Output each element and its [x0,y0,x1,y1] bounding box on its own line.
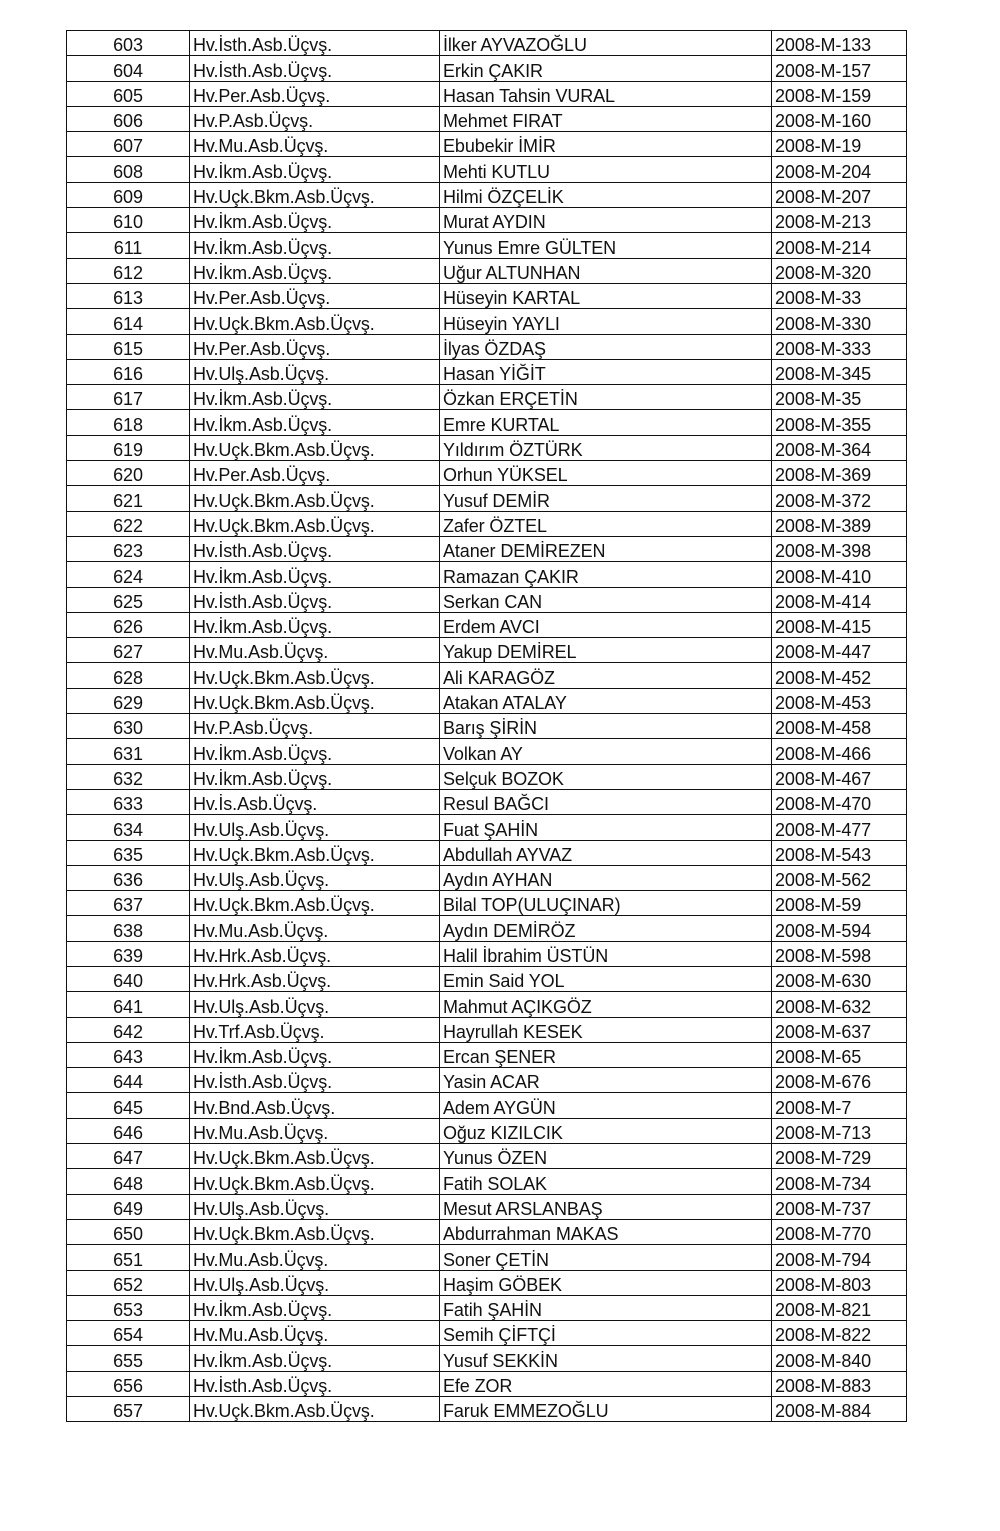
table-row [67,1270,907,1295]
registry-cell: 2008-M-630 [772,966,907,991]
name-cell: Mesut ARSLANBAŞ [440,1194,772,1219]
row-number-cell: 611 [67,233,190,258]
row-number-cell: 649 [67,1194,190,1219]
row-number-cell: 645 [67,1093,190,1118]
table-row [67,739,907,764]
row-number-cell: 605 [67,81,190,106]
row-number-cell: 641 [67,992,190,1017]
row-number-cell: 622 [67,511,190,536]
row-number-cell: 608 [67,157,190,182]
row-number-cell: 625 [67,587,190,612]
registry-cell: 2008-M-883 [772,1371,907,1396]
table-row [67,941,907,966]
name-cell: Ataner DEMİREZEN [440,536,772,561]
row-number-cell: 642 [67,1017,190,1042]
unit-cell: Hv.P.Asb.Üçvş. [190,106,440,131]
table-row [67,688,907,713]
table-row [67,1321,907,1346]
table-row [67,1144,907,1169]
unit-cell: Hv.Uçk.Bkm.Asb.Üçvş. [190,1397,440,1422]
name-cell: Hilmi ÖZÇELİK [440,182,772,207]
registry-cell: 2008-M-207 [772,182,907,207]
table-row [67,81,907,106]
unit-cell: Hv.Per.Asb.Üçvş. [190,461,440,486]
table-row [67,309,907,334]
name-cell: Yasin ACAR [440,1068,772,1093]
table-row [67,587,907,612]
unit-cell: Hv.Hrk.Asb.Üçvş. [190,966,440,991]
row-number-cell: 609 [67,182,190,207]
name-cell: Ebubekir İMİR [440,132,772,157]
name-cell: Haşim GÖBEK [440,1270,772,1295]
unit-cell: Hv.Hrk.Asb.Üçvş. [190,941,440,966]
unit-cell: Hv.Uçk.Bkm.Asb.Üçvş. [190,1169,440,1194]
registry-cell: 2008-M-213 [772,208,907,233]
unit-cell: Hv.Uçk.Bkm.Asb.Üçvş. [190,309,440,334]
row-number-cell: 656 [67,1371,190,1396]
unit-cell: Hv.Ulş.Asb.Üçvş. [190,815,440,840]
table-row [67,1042,907,1067]
registry-cell: 2008-M-372 [772,486,907,511]
unit-cell: Hv.İs.Asb.Üçvş. [190,789,440,814]
unit-cell: Hv.Ulş.Asb.Üçvş. [190,865,440,890]
registry-cell: 2008-M-59 [772,891,907,916]
row-number-cell: 633 [67,789,190,814]
registry-cell: 2008-M-452 [772,663,907,688]
table-row [67,764,907,789]
table-row [67,916,907,941]
row-number-cell: 620 [67,461,190,486]
name-cell: Bilal TOP(ULUÇINAR) [440,891,772,916]
registry-cell: 2008-M-794 [772,1245,907,1270]
name-cell: Yunus Emre GÜLTEN [440,233,772,258]
row-number-cell: 614 [67,309,190,334]
unit-cell: Hv.Per.Asb.Üçvş. [190,334,440,359]
registry-cell: 2008-M-467 [772,764,907,789]
row-number-cell: 623 [67,536,190,561]
name-cell: Erkin ÇAKIR [440,56,772,81]
unit-cell: Hv.Uçk.Bkm.Asb.Üçvş. [190,1219,440,1244]
name-cell: Erdem AVCI [440,612,772,637]
unit-cell: Hv.Uçk.Bkm.Asb.Üçvş. [190,663,440,688]
registry-cell: 2008-M-35 [772,385,907,410]
registry-cell: 2008-M-65 [772,1042,907,1067]
name-cell: Aydın DEMİRÖZ [440,916,772,941]
name-cell: Emin Said YOL [440,966,772,991]
name-cell: Özkan ERÇETİN [440,385,772,410]
table-row [67,208,907,233]
registry-cell: 2008-M-333 [772,334,907,359]
name-cell: Volkan AY [440,739,772,764]
row-number-cell: 647 [67,1144,190,1169]
name-cell: Ercan ŞENER [440,1042,772,1067]
table-row [67,1245,907,1270]
registry-cell: 2008-M-466 [772,739,907,764]
name-cell: Emre KURTAL [440,410,772,435]
registry-cell: 2008-M-737 [772,1194,907,1219]
row-number-cell: 655 [67,1346,190,1371]
registry-cell: 2008-M-345 [772,359,907,384]
unit-cell: Hv.P.Asb.Üçvş. [190,714,440,739]
registry-cell: 2008-M-594 [772,916,907,941]
name-cell: Fatih SOLAK [440,1169,772,1194]
table-row [67,359,907,384]
unit-cell: Hv.Ulş.Asb.Üçvş. [190,359,440,384]
unit-cell: Hv.İsth.Asb.Üçvş. [190,31,440,56]
unit-cell: Hv.İkm.Asb.Üçvş. [190,1042,440,1067]
table-row [67,1169,907,1194]
unit-cell: Hv.Mu.Asb.Üçvş. [190,1245,440,1270]
registry-cell: 2008-M-157 [772,56,907,81]
row-number-cell: 626 [67,612,190,637]
row-number-cell: 650 [67,1219,190,1244]
registry-cell: 2008-M-355 [772,410,907,435]
unit-cell: Hv.İkm.Asb.Üçvş. [190,562,440,587]
row-number-cell: 612 [67,258,190,283]
table-row [67,132,907,157]
table-row [67,258,907,283]
row-number-cell: 621 [67,486,190,511]
unit-cell: Hv.Uçk.Bkm.Asb.Üçvş. [190,891,440,916]
row-number-cell: 628 [67,663,190,688]
table-body [67,31,907,1422]
unit-cell: Hv.İsth.Asb.Üçvş. [190,56,440,81]
table-row [67,157,907,182]
name-cell: Atakan ATALAY [440,688,772,713]
unit-cell: Hv.Uçk.Bkm.Asb.Üçvş. [190,486,440,511]
name-cell: Aydın AYHAN [440,865,772,890]
registry-cell: 2008-M-320 [772,258,907,283]
row-number-cell: 604 [67,56,190,81]
table-row [67,385,907,410]
table-row [67,1219,907,1244]
unit-cell: Hv.İkm.Asb.Üçvş. [190,208,440,233]
registry-cell: 2008-M-821 [772,1295,907,1320]
name-cell: Yunus ÖZEN [440,1144,772,1169]
unit-cell: Hv.İkm.Asb.Üçvş. [190,258,440,283]
name-cell: Fatih ŞAHİN [440,1295,772,1320]
row-number-cell: 610 [67,208,190,233]
table-row [67,182,907,207]
table-row [67,435,907,460]
row-number-cell: 651 [67,1245,190,1270]
unit-cell: Hv.İkm.Asb.Üçvş. [190,385,440,410]
name-cell: Hüseyin YAYLI [440,309,772,334]
name-cell: Zafer ÖZTEL [440,511,772,536]
table-row [67,966,907,991]
table-row [67,1068,907,1093]
name-cell: Serkan CAN [440,587,772,612]
unit-cell: Hv.Per.Asb.Üçvş. [190,283,440,308]
table-row [67,1194,907,1219]
row-number-cell: 639 [67,941,190,966]
registry-cell: 2008-M-7 [772,1093,907,1118]
name-cell: Barış ŞİRİN [440,714,772,739]
row-number-cell: 636 [67,865,190,890]
table-row [67,891,907,916]
table-row [67,815,907,840]
row-number-cell: 624 [67,562,190,587]
unit-cell: Hv.İkm.Asb.Üçvş. [190,157,440,182]
row-number-cell: 638 [67,916,190,941]
registry-cell: 2008-M-415 [772,612,907,637]
row-number-cell: 627 [67,638,190,663]
unit-cell: Hv.Ulş.Asb.Üçvş. [190,1270,440,1295]
name-cell: Semih ÇİFTÇİ [440,1321,772,1346]
table-row [67,1093,907,1118]
registry-cell: 2008-M-770 [772,1219,907,1244]
registry-cell: 2008-M-598 [772,941,907,966]
registry-cell: 2008-M-453 [772,688,907,713]
unit-cell: Hv.Mu.Asb.Üçvş. [190,1118,440,1143]
unit-cell: Hv.Mu.Asb.Üçvş. [190,916,440,941]
name-cell: Oğuz KIZILCIK [440,1118,772,1143]
table-row [67,536,907,561]
unit-cell: Hv.İsth.Asb.Üçvş. [190,1068,440,1093]
row-number-cell: 648 [67,1169,190,1194]
table-row [67,663,907,688]
row-number-cell: 615 [67,334,190,359]
name-cell: Yakup DEMİREL [440,638,772,663]
table-row [67,714,907,739]
table-row [67,789,907,814]
unit-cell: Hv.Per.Asb.Üçvş. [190,81,440,106]
unit-cell: Hv.Uçk.Bkm.Asb.Üçvş. [190,182,440,207]
table-row [67,486,907,511]
registry-cell: 2008-M-713 [772,1118,907,1143]
table-row [67,1397,907,1422]
unit-cell: Hv.Bnd.Asb.Üçvş. [190,1093,440,1118]
row-number-cell: 618 [67,410,190,435]
table-row [67,1017,907,1042]
registry-cell: 2008-M-822 [772,1321,907,1346]
table-row [67,106,907,131]
registry-cell: 2008-M-803 [772,1270,907,1295]
name-cell: Ramazan ÇAKIR [440,562,772,587]
unit-cell: Hv.İkm.Asb.Üçvş. [190,1346,440,1371]
table-row [67,461,907,486]
name-cell: Yusuf DEMİR [440,486,772,511]
table-row [67,638,907,663]
unit-cell: Hv.Ulş.Asb.Üçvş. [190,992,440,1017]
name-cell: Fuat ŞAHİN [440,815,772,840]
row-number-cell: 634 [67,815,190,840]
row-number-cell: 653 [67,1295,190,1320]
name-cell: Orhun YÜKSEL [440,461,772,486]
unit-cell: Hv.Ulş.Asb.Üçvş. [190,1194,440,1219]
unit-cell: Hv.Uçk.Bkm.Asb.Üçvş. [190,688,440,713]
name-cell: Adem AYGÜN [440,1093,772,1118]
name-cell: Soner ÇETİN [440,1245,772,1270]
row-number-cell: 617 [67,385,190,410]
registry-cell: 2008-M-33 [772,283,907,308]
table-row [67,840,907,865]
unit-cell: Hv.Mu.Asb.Üçvş. [190,1321,440,1346]
unit-cell: Hv.Uçk.Bkm.Asb.Üçvş. [190,840,440,865]
name-cell: Faruk EMMEZOĞLU [440,1397,772,1422]
unit-cell: Hv.İkm.Asb.Üçvş. [190,612,440,637]
registry-cell: 2008-M-884 [772,1397,907,1422]
unit-cell: Hv.Uçk.Bkm.Asb.Üçvş. [190,435,440,460]
row-number-cell: 606 [67,106,190,131]
name-cell: Selçuk BOZOK [440,764,772,789]
registry-cell: 2008-M-632 [772,992,907,1017]
unit-cell: Hv.İkm.Asb.Üçvş. [190,764,440,789]
registry-cell: 2008-M-637 [772,1017,907,1042]
name-cell: Abdullah AYVAZ [440,840,772,865]
row-number-cell: 619 [67,435,190,460]
name-cell: Murat AYDIN [440,208,772,233]
table-row [67,1295,907,1320]
unit-cell: Hv.İsth.Asb.Üçvş. [190,536,440,561]
row-number-cell: 613 [67,283,190,308]
registry-cell: 2008-M-398 [772,536,907,561]
name-cell: Mehti KUTLU [440,157,772,182]
row-number-cell: 652 [67,1270,190,1295]
name-cell: Ali KARAGÖZ [440,663,772,688]
registry-cell: 2008-M-410 [772,562,907,587]
unit-cell: Hv.Trf.Asb.Üçvş. [190,1017,440,1042]
unit-cell: Hv.Mu.Asb.Üçvş. [190,132,440,157]
registry-cell: 2008-M-729 [772,1144,907,1169]
name-cell: Mahmut AÇIKGÖZ [440,992,772,1017]
registry-cell: 2008-M-330 [772,309,907,334]
table-row [67,612,907,637]
registry-cell: 2008-M-214 [772,233,907,258]
registry-cell: 2008-M-133 [772,31,907,56]
row-number-cell: 603 [67,31,190,56]
name-cell: İlyas ÖZDAŞ [440,334,772,359]
row-number-cell: 637 [67,891,190,916]
name-cell: Mehmet FIRAT [440,106,772,131]
unit-cell: Hv.Uçk.Bkm.Asb.Üçvş. [190,1144,440,1169]
table-row [67,1346,907,1371]
table-row [67,1371,907,1396]
registry-cell: 2008-M-470 [772,789,907,814]
table-row [67,992,907,1017]
name-cell: Uğur ALTUNHAN [440,258,772,283]
table-row [67,233,907,258]
name-cell: Halil İbrahim ÜSTÜN [440,941,772,966]
row-number-cell: 607 [67,132,190,157]
name-cell: Yusuf SEKKİN [440,1346,772,1371]
table-row [67,562,907,587]
row-number-cell: 646 [67,1118,190,1143]
row-number-cell: 635 [67,840,190,865]
name-cell: Efe ZOR [440,1371,772,1396]
registry-cell: 2008-M-840 [772,1346,907,1371]
table-row [67,31,907,56]
table-row [67,511,907,536]
name-cell: Hasan YİĞİT [440,359,772,384]
registry-cell: 2008-M-159 [772,81,907,106]
row-number-cell: 657 [67,1397,190,1422]
table-row [67,865,907,890]
registry-cell: 2008-M-389 [772,511,907,536]
table-row [67,334,907,359]
unit-cell: Hv.İkm.Asb.Üçvş. [190,739,440,764]
row-number-cell: 616 [67,359,190,384]
row-number-cell: 630 [67,714,190,739]
row-number-cell: 640 [67,966,190,991]
registry-cell: 2008-M-364 [772,435,907,460]
row-number-cell: 643 [67,1042,190,1067]
unit-cell: Hv.İsth.Asb.Üçvş. [190,587,440,612]
unit-cell: Hv.İkm.Asb.Üçvş. [190,1295,440,1320]
row-number-cell: 654 [67,1321,190,1346]
name-cell: Yıldırım ÖZTÜRK [440,435,772,460]
registry-cell: 2008-M-562 [772,865,907,890]
name-cell: Abdurrahman MAKAS [440,1219,772,1244]
row-number-cell: 632 [67,764,190,789]
row-number-cell: 644 [67,1068,190,1093]
registry-cell: 2008-M-19 [772,132,907,157]
personnel-table [66,30,907,1422]
registry-cell: 2008-M-477 [772,815,907,840]
unit-cell: Hv.İkm.Asb.Üçvş. [190,410,440,435]
table-row [67,283,907,308]
registry-cell: 2008-M-458 [772,714,907,739]
row-number-cell: 631 [67,739,190,764]
name-cell: İlker AYVAZOĞLU [440,31,772,56]
registry-cell: 2008-M-160 [772,106,907,131]
registry-cell: 2008-M-543 [772,840,907,865]
unit-cell: Hv.Mu.Asb.Üçvş. [190,638,440,663]
registry-cell: 2008-M-369 [772,461,907,486]
unit-cell: Hv.İkm.Asb.Üçvş. [190,233,440,258]
registry-cell: 2008-M-734 [772,1169,907,1194]
table-row [67,1118,907,1143]
table-row [67,410,907,435]
registry-cell: 2008-M-204 [772,157,907,182]
name-cell: Resul BAĞCI [440,789,772,814]
registry-cell: 2008-M-447 [772,638,907,663]
unit-cell: Hv.Uçk.Bkm.Asb.Üçvş. [190,511,440,536]
name-cell: Hayrullah KESEK [440,1017,772,1042]
name-cell: Hüseyin KARTAL [440,283,772,308]
registry-cell: 2008-M-676 [772,1068,907,1093]
table-row [67,56,907,81]
name-cell: Hasan Tahsin VURAL [440,81,772,106]
row-number-cell: 629 [67,688,190,713]
unit-cell: Hv.İsth.Asb.Üçvş. [190,1371,440,1396]
registry-cell: 2008-M-414 [772,587,907,612]
